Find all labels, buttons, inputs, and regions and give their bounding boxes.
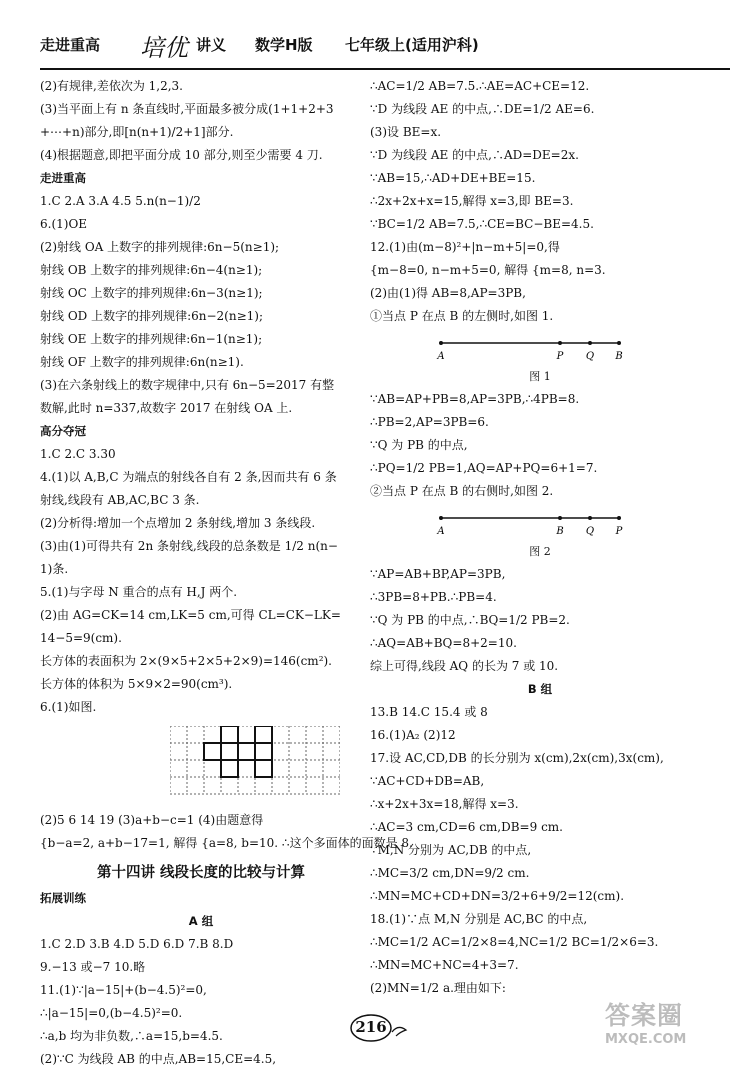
net-face [221, 760, 238, 777]
segment-point [439, 341, 443, 345]
answer-line: 射线 OC 上数字的排列规律:6n−3(n≥1); [40, 286, 263, 300]
answer-line: ∴x+2x+3x=18,解得 x=3. [370, 797, 519, 811]
answer-line: ∴PQ=1/2 PB=1,AQ=AP+PQ=6+1=7. [370, 461, 598, 475]
answer-line: (3)在六条射线上的数字规律中,只有 6n−5=2017 有整 [40, 378, 335, 392]
segment-point [588, 341, 592, 345]
net-face [204, 743, 221, 760]
header-grade: 七年级上(适用沪科) [345, 36, 479, 54]
answer-line: 1.C 2.A 3.A 4.5 5.n(n−1)/2 [40, 194, 201, 208]
answer-line: 18.(1)∵点 M,N 分别是 AC,BC 的中点, [370, 912, 588, 926]
net-face [221, 743, 238, 760]
answer-line: ∵AB=AP+PB=8,AP=3PB,∴4PB=8. [370, 392, 580, 406]
figure-2-segment [435, 508, 625, 538]
answer-line: ∵AC+CD+DB=AB, [370, 774, 485, 788]
page-number-badge [350, 1012, 410, 1046]
answer-line: (4)根据题意,即把平面分成 10 部分,则至少需要 4 刀. [40, 148, 323, 162]
segment-point [617, 516, 621, 520]
answer-line: ∴2x+2x+x=15,解得 x=3,即 BE=3. [370, 194, 574, 208]
answer-line: {b−a=2, a+b−17=1, 解得 {a=8, b=10. ∴这个多面体的面数是 8. [40, 836, 413, 850]
answer-line: ∴MC=1/2 AC=1/2×8=4,NC=1/2 BC=1/2×6=3. [370, 935, 659, 949]
answer-line: 1)条. [40, 562, 69, 576]
segment-point [588, 516, 592, 520]
answer-line: 12.(1)由(m−8)²+|n−m+5|=0,得 [370, 240, 560, 254]
segment-point [439, 516, 443, 520]
answer-line: (2)射线 OA 上数字的排列规律:6n−5(n≥1); [40, 240, 280, 254]
watermark [605, 996, 741, 1054]
lecture-title: 第十四讲 线段长度的比较与计算 [96, 865, 306, 881]
segment-point [617, 341, 621, 345]
right-column [370, 78, 710, 1003]
figure-caption: 图 1 [529, 370, 551, 383]
answer-line: ∴MN=MC+CD+DN=3/2+6+9/2=12(cm). [370, 889, 625, 903]
answer-line: 射线,线段有 AB,AC,BC 3 条. [40, 493, 200, 507]
header-series-title: 走进重高 [40, 36, 101, 54]
net-face [255, 743, 272, 760]
answer-line: (2)分析得:增加一个点增加 2 条射线,增加 3 条线段. [40, 516, 316, 530]
segment-point-label: A [437, 351, 445, 362]
answer-line: 射线 OD 上数字的排列规律:6n−2(n≥1); [40, 309, 264, 323]
group-heading: B 组 [527, 682, 553, 696]
answer-line: 长方体的表面积为 2×(9×5+2×5+2×9)=146(cm²). [40, 654, 332, 668]
answer-line: ∵D 为线段 AE 的中点,∴AD=DE=2x. [370, 148, 579, 162]
answer-line: (2)5 6 14 19 (3)a+b−c=1 (4)由题意得 [40, 813, 264, 827]
figure-1-segment [435, 333, 625, 363]
answer-line: ∵D 为线段 AE 的中点,∴DE=1/2 AE=6. [370, 102, 595, 116]
answer-line: 4.(1)以 A,B,C 为端点的射线各自有 2 条,因而共有 6 条 [40, 470, 337, 484]
answer-line: 射线 OF 上数字的排列规律:6n(n≥1). [40, 355, 244, 369]
answer-line: ∵M,N 分别为 AC,DB 的中点, [370, 843, 532, 857]
net-face [255, 760, 272, 777]
answer-line: ∵BC=1/2 AB=7.5,∴CE=BC−BE=4.5. [370, 217, 594, 231]
answer-line: (2)由 AG=CK=14 cm,LK=5 cm,可得 CL=CK−LK= [40, 608, 341, 622]
answer-line: ∴MN=MC+NC=4+3=7. [370, 958, 519, 972]
page-number: 216 [355, 1018, 387, 1036]
answer-line: (3)当平面上有 n 条直线时,平面最多被分成(1+1+2+3 [40, 102, 334, 116]
answer-line: 射线 OE 上数字的排列规律:6n−1(n≥1); [40, 332, 263, 346]
figure-caption: 图 2 [529, 545, 551, 558]
segment-point [558, 516, 562, 520]
header-book-type: 讲义 [196, 36, 227, 54]
page-header [40, 28, 730, 64]
segment-point-label: B [556, 526, 564, 537]
answer-line: ②当点 P 在点 B 的右侧时,如图 2. [370, 484, 554, 498]
watermark-logo-text: 答案圈 [605, 1001, 684, 1030]
section-heading: 走进重高 [40, 171, 86, 185]
answer-line: 数解,此时 n=337,故数字 2017 在射线 OA 上. [40, 401, 293, 415]
net-diagram [170, 726, 340, 801]
section-heading: 拓展训练 [40, 891, 86, 905]
answer-line: ∴AC=1/2 AB=7.5.∴AE=AC+CE=12. [370, 79, 590, 93]
segment-point [558, 341, 562, 345]
answer-line: 1.C 2.C 3.30 [40, 447, 116, 461]
answer-line: ∴MC=3/2 cm,DN=9/2 cm. [370, 866, 530, 880]
segment-point-label: Q [585, 526, 595, 537]
answer-line: ∴|a−15|=0,(b−4.5)²=0. [40, 1006, 183, 1020]
answer-line: 综上可得,线段 AQ 的长为 7 或 10. [370, 659, 559, 673]
net-face [221, 726, 238, 743]
answer-line: ∵AP=AB+BP,AP=3PB, [370, 567, 506, 581]
net-face [238, 743, 255, 760]
answer-line: 13.B 14.C 15.4 或 8 [370, 705, 488, 719]
net-face [255, 726, 272, 743]
answer-line: (3)设 BE=x. [370, 125, 442, 139]
answer-line: ∴AC=3 cm,CD=6 cm,DB=9 cm. [370, 820, 563, 834]
watermark-url: MXQE.COM [605, 1032, 687, 1047]
answer-line: 1.C 2.D 3.B 4.D 5.D 6.D 7.B 8.D [40, 937, 234, 951]
answer-line: 11.(1)∵|a−15|+(b−4.5)²=0, [40, 983, 207, 997]
segment-point-label: A [437, 526, 445, 537]
answer-line: ∴AQ=AB+BQ=8+2=10. [370, 636, 517, 650]
header-rule [40, 68, 730, 70]
answer-line: ∴PB=2,AP=3PB=6. [370, 415, 489, 429]
answer-line: (2)MN=1/2 a.理由如下: [370, 981, 506, 995]
header-script-logo: 培优 [140, 34, 188, 62]
answer-line: (2)由(1)得 AB=8,AP=3PB, [370, 286, 526, 300]
answer-line: 5.(1)与字母 N 重合的点有 H,J 两个. [40, 585, 238, 599]
segment-point-label: B [615, 351, 623, 362]
answer-line: (2)∵C 为线段 AB 的中点,AB=15,CE=4.5, [40, 1052, 277, 1066]
answer-line: 17.设 AC,CD,DB 的长分别为 x(cm),2x(cm),3x(cm), [370, 751, 664, 765]
answer-line: 长方体的体积为 5×9×2=90(cm³). [40, 677, 233, 691]
answer-line: {m−8=0, n−m+5=0, 解得 {m=8, n=3. [370, 263, 606, 277]
answer-line: 14−5=9(cm). [40, 631, 122, 645]
answer-line: +⋯+n)部分,即[n(n+1)/2+1]部分. [40, 125, 234, 139]
answer-line: ∴3PB=8+PB.∴PB=4. [370, 590, 497, 604]
answer-line: ∴a,b 均为非负数,∴a=15,b=4.5. [40, 1029, 223, 1043]
answer-line: 6.(1)如图. [40, 700, 97, 714]
answer-line: ①当点 P 在点 B 的左侧时,如图 1. [370, 309, 554, 323]
segment-point-label: P [556, 351, 564, 362]
answer-line: ∵AB=15,∴AD+DE+BE=15. [370, 171, 536, 185]
header-subject: 数学H版 [255, 36, 313, 54]
answer-line: ∵Q 为 PB 的中点, [370, 438, 468, 452]
answer-line: 射线 OB 上数字的排列规律:6n−4(n≥1); [40, 263, 263, 277]
answer-line: 9.−13 或−7 10.略 [40, 960, 146, 974]
segment-point-label: P [615, 526, 623, 537]
answer-line: 6.(1)OE [40, 217, 88, 231]
answer-line: (3)由(1)可得共有 2n 条射线,线段的总条数是 1/2 n(n− [40, 539, 338, 553]
section-heading: 高分夺冠 [40, 424, 86, 438]
answer-line: 16.(1)A₂ (2)12 [370, 728, 456, 742]
answer-line: ∵Q 为 PB 的中点,∴BQ=1/2 PB=2. [370, 613, 570, 627]
segment-point-label: Q [585, 351, 595, 362]
answer-line: (2)有规律,差依次为 1,2,3. [40, 79, 183, 93]
group-heading: A 组 [188, 914, 214, 928]
